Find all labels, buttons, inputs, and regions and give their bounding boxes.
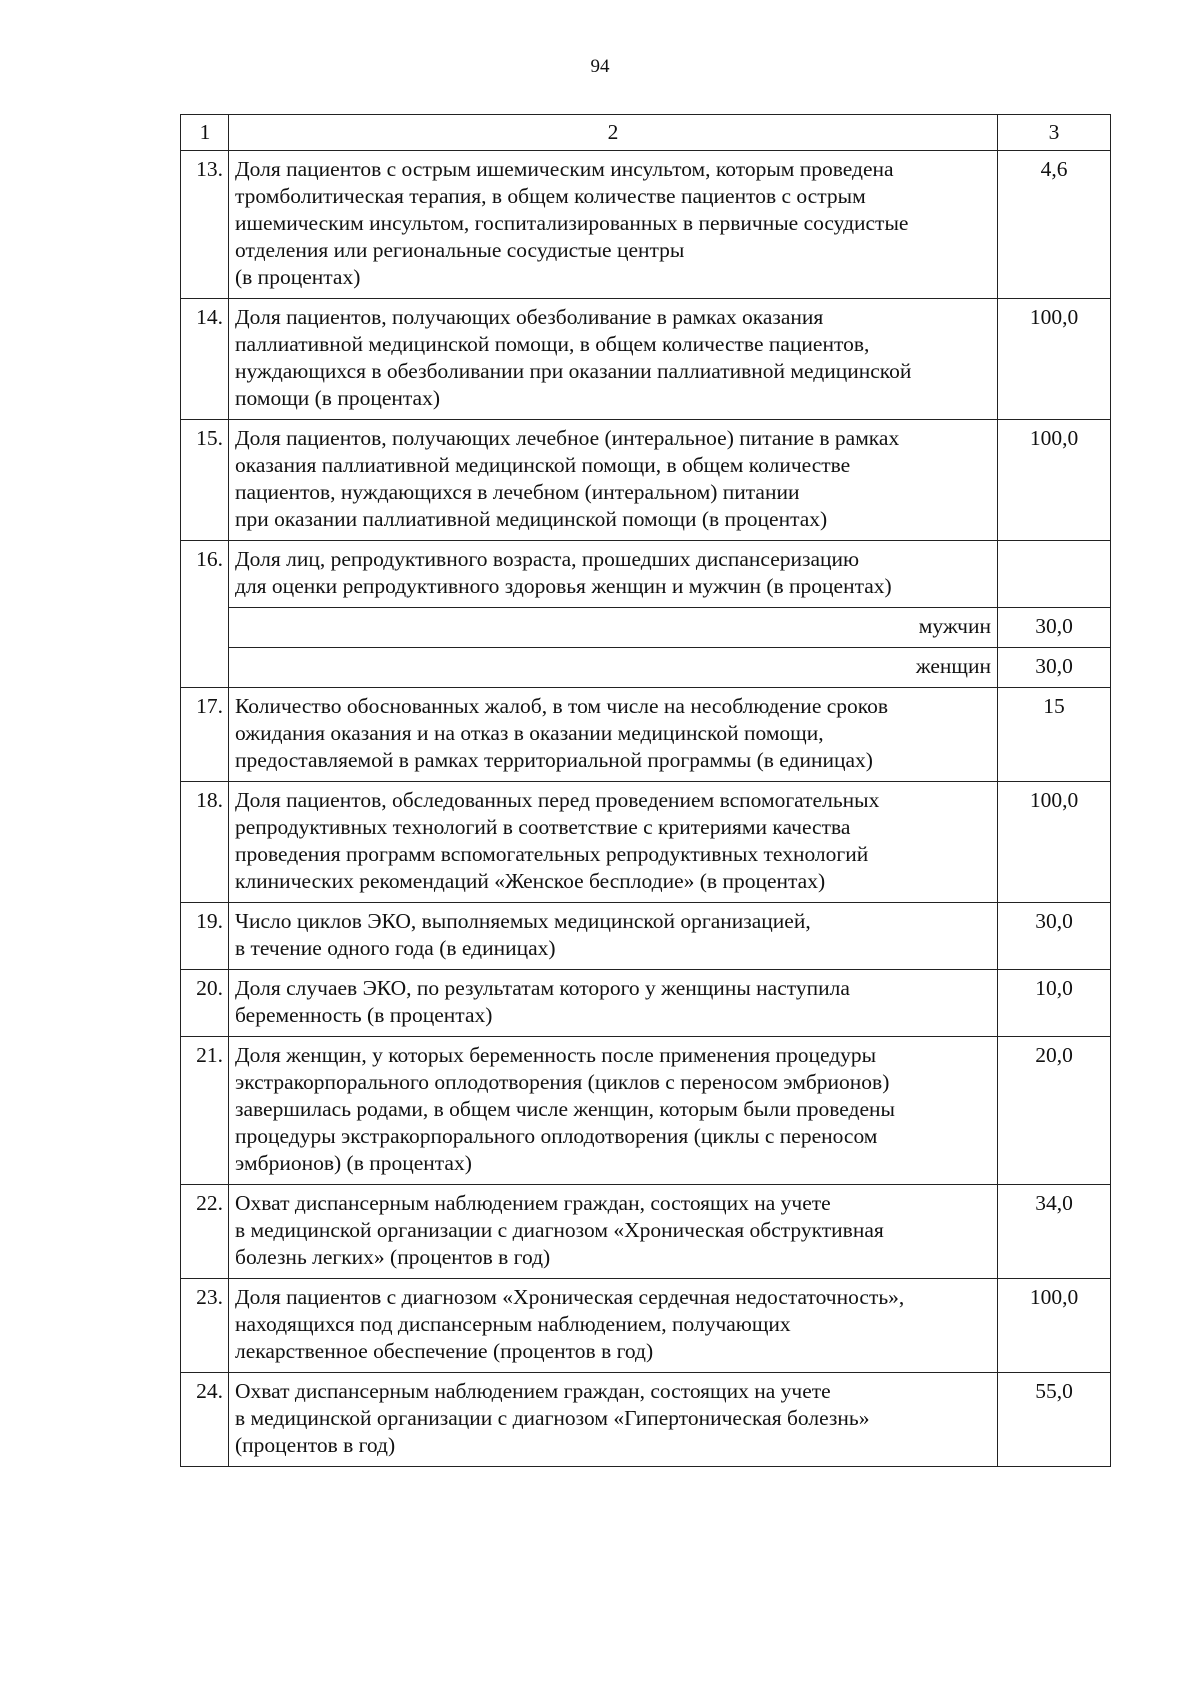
description-line: (процентов в год) [235,1433,396,1457]
description-line: беременность (в процентах) [235,1003,493,1027]
description-line: помощи (в процентах) [235,386,440,410]
row-value: 15 [998,688,1111,782]
page-number: 94 [590,56,610,77]
table-row [181,903,1111,970]
sub-row-label: женщин [229,648,998,688]
description-line: завершилась родами, в общем числе женщин, которым были проведены [235,1097,895,1121]
table-row [181,1279,1111,1373]
row-description [229,970,998,1037]
row-value: 100,0 [998,420,1111,541]
description-line: в медицинской организации с диагнозом «Хроническая обструктивная [235,1218,884,1242]
row-description [229,299,998,420]
row-number: 16. [181,541,229,688]
description-line: (в процентах) [235,265,361,289]
table-body [181,151,1111,1467]
row-description [229,903,998,970]
row-description [229,151,998,299]
description-line: репродуктивных технологий в соответствие с критериями качества [235,815,851,839]
table-header [181,115,1111,151]
description-line: Доля женщин, у которых беременность после применения процедуры [235,1043,877,1067]
description-line: Доля пациентов, получающих обезболивание в рамках оказания [235,305,824,329]
row-description [229,688,998,782]
row-number: 22. [181,1185,229,1279]
table-row [181,782,1111,903]
row-description [229,782,998,903]
row-description [229,1185,998,1279]
description-line: лекарственное обеспечение (процентов в год) [235,1339,654,1363]
description-line: Доля лиц, репродуктивного возраста, прошедших диспансеризацию [235,547,860,571]
row-value: 100,0 [998,1279,1111,1373]
row-number: 15. [181,420,229,541]
row-number: 21. [181,1037,229,1185]
description-line: предоставляемой в рамках территориальной программы (в единицах) [235,748,873,772]
indicators-table [180,114,1111,1467]
description-line: при оказании паллиативной медицинской помощи (в процентах) [235,507,828,531]
table-row [181,1037,1111,1185]
row-description [229,1279,998,1373]
description-line: Доля пациентов, обследованных перед проведением вспомогательных [235,788,880,812]
description-line: Доля пациентов с диагнозом «Хроническая сердечная недостаточность», [235,1285,905,1309]
row-number: 17. [181,688,229,782]
row-value: 55,0 [998,1373,1111,1467]
description-line: Доля случаев ЭКО, по результатам которого у женщины наступила [235,976,850,1000]
header-cell-number: 1 [181,115,229,151]
header-cell-value: 3 [998,115,1111,151]
description-line: Количество обоснованных жалоб, в том числе на несоблюдение сроков [235,694,889,718]
sub-row-label: мужчин [229,608,998,648]
description-line: Охват диспансерным наблюдением граждан, состоящих на учете [235,1191,831,1215]
row-description [229,541,998,608]
row-description [229,420,998,541]
description-line: процедуры экстракорпорального оплодотворения (циклы с переносом [235,1124,878,1148]
description-line: клинических рекомендаций «Женское бесплодие» (в процентах) [235,869,826,893]
table-row [181,299,1111,420]
row-number: 13. [181,151,229,299]
table-row [181,541,1111,608]
row-description [229,1037,998,1185]
row-number: 20. [181,970,229,1037]
row-value: 4,6 [998,151,1111,299]
table-row [181,420,1111,541]
description-line: ожидания оказания и на отказ в оказании медицинской помощи, [235,721,824,745]
description-line: проведения программ вспомогательных репродуктивных технологий [235,842,869,866]
table-row [181,1373,1111,1467]
description-line: болезнь легких» (процентов в год) [235,1245,551,1269]
description-line: Доля пациентов, получающих лечебное (интеральное) питание в рамках [235,426,900,450]
sub-row-value: 30,0 [998,608,1111,648]
description-line: тромболитическая терапия, в общем количестве пациентов с острым [235,184,866,208]
description-line: находящихся под диспансерным наблюдением, получающих [235,1312,791,1336]
row-value [998,541,1111,608]
description-line: отделения или региональные сосудистые центры [235,238,685,262]
description-line: Охват диспансерным наблюдением граждан, состоящих на учете [235,1379,831,1403]
description-line: экстракорпорального оплодотворения (циклов с переносом эмбрионов) [235,1070,890,1094]
table-row [181,1185,1111,1279]
row-number: 19. [181,903,229,970]
row-value: 34,0 [998,1185,1111,1279]
description-line: в медицинской организации с диагнозом «Гипертоническая болезнь» [235,1406,870,1430]
description-line: пациентов, нуждающихся в лечебном (интеральном) питании [235,480,800,504]
description-line: Доля пациентов с острым ишемическим инсультом, которым проведена [235,157,894,181]
description-line: для оценки репродуктивного здоровья женщин и мужчин (в процентах) [235,574,892,598]
sub-row-value: 30,0 [998,648,1111,688]
sub-row [181,648,1111,688]
row-value: 100,0 [998,299,1111,420]
row-number: 23. [181,1279,229,1373]
description-line: эмбрионов) (в процентах) [235,1151,472,1175]
description-line: оказания паллиативной медицинской помощи, в общем количестве [235,453,851,477]
sub-row [181,608,1111,648]
row-value: 10,0 [998,970,1111,1037]
row-description [229,1373,998,1467]
row-value: 100,0 [998,782,1111,903]
table-row [181,688,1111,782]
header-row [181,115,1111,151]
description-line: паллиативной медицинской помощи, в общем количестве пациентов, [235,332,870,356]
row-value: 30,0 [998,903,1111,970]
row-number: 14. [181,299,229,420]
description-line: нуждающихся в обезболивании при оказании паллиативной медицинской [235,359,912,383]
table-row [181,151,1111,299]
description-line: Число циклов ЭКО, выполняемых медицинской организацией, [235,909,811,933]
row-number: 24. [181,1373,229,1467]
header-cell-description: 2 [229,115,998,151]
description-line: ишемическим инсультом, госпитализированных в первичные сосудистые [235,211,909,235]
table-row [181,970,1111,1037]
row-number: 18. [181,782,229,903]
description-line: в течение одного года (в единицах) [235,936,556,960]
row-value: 20,0 [998,1037,1111,1185]
